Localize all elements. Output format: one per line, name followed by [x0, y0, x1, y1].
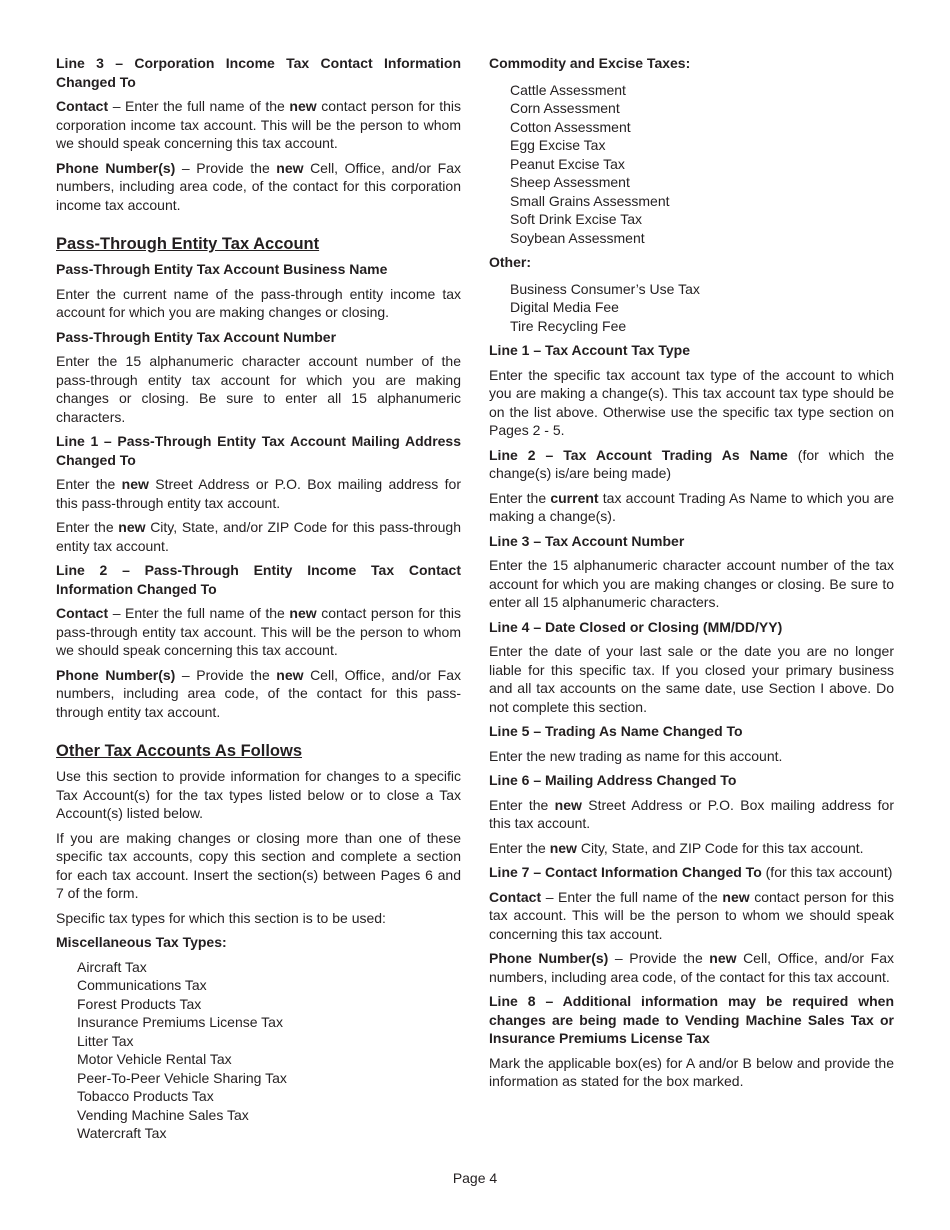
right-column [489, 54, 894, 1097]
list-item: Soft Drink Excise Tax [510, 211, 643, 227]
pte-line2-phone-text: Phone Number(s) – Provide the new Cell, Office, and/or Fax numbers, including area code, of the contact for this pass-through entity tax account. [56, 666, 461, 720]
line2-trading-as-heading: Line 2 – Tax Account Trading As Name (for which the change(s) is/are being made) [489, 446, 894, 481]
line3-contact-text: Contact – Enter the full name of the new contact person for this corporation income tax account. This will be the person to whom we should speak concerning this tax account. [56, 98, 461, 151]
list-item: Insurance Premiums License Tax [77, 1014, 283, 1030]
other-accounts-intro: Use this section to provide information for changes to a specific Tax Account(s) for the tax types listed below or to close a Tax Account(s) listed below. [56, 768, 461, 821]
other-tax-types-heading: Other: [489, 254, 531, 270]
pte-business-name-heading: Pass-Through Entity Tax Account Business Name [56, 261, 388, 277]
line3-phone-text: Phone Number(s) – Provide the new Cell, Office, and/or Fax numbers, including area code, of the contact for this corporation income tax account. [56, 159, 461, 213]
line2-trading-as-text: Enter the current tax account Trading As Name to which you are making a change(s). [489, 489, 895, 524]
line6-street-text: Enter the new Street Address or P.O. Box mailing address for this tax account. [489, 796, 895, 831]
list-item: Soybean Assessment [510, 229, 645, 246]
line8-additional-info-heading: Line 8 – Additional information may be required when changes are being made to Vending Machine Sales Tax or Insurance Premiums License Tax [489, 993, 894, 1046]
line8-additional-info-text: Mark the applicable box(es) for A and/or B below and provide the information as stated for the box marked. [489, 1054, 894, 1089]
pte-line1-city-text: Enter the new City, State, and/or ZIP Code for this pass-through entity tax account. [56, 519, 461, 554]
list-item: Litter Tax [77, 1032, 134, 1049]
list-item: Aircraft Tax [77, 958, 147, 975]
line6-mailing-address-heading: Line 6 – Mailing Address Changed To [489, 772, 737, 788]
list-item: Business Consumer’s Use Tax [510, 280, 700, 297]
list-item: Cotton Assessment [510, 118, 631, 135]
line5-trading-name-heading: Line 5 – Trading As Name Changed To [489, 723, 743, 739]
line3-corp-heading: Line 3 – Corporation Income Tax Contact Information Changed To [56, 55, 461, 90]
list-item: Small Grains Assessment [510, 192, 670, 209]
pte-account-number-heading: Pass-Through Entity Tax Account Number [56, 328, 337, 345]
pte-line2-contact-text: Contact – Enter the full name of the new contact person for this pass-through entity tax account. This will be the person to whom we should speak concerning this tax account. [56, 605, 461, 658]
misc-tax-types-heading: Miscellaneous Tax Types: [56, 934, 227, 950]
left-column [56, 54, 461, 1149]
commodity-excise-list [510, 81, 894, 248]
list-item: Tire Recycling Fee [510, 317, 627, 334]
other-tax-types-list [510, 280, 894, 336]
pte-line1-heading: Line 1 – Pass-Through Entity Tax Account Mailing Address Changed To [56, 433, 461, 468]
page-number: Page 4 [452, 1170, 498, 1186]
pte-section-title: Pass-Through Entity Tax Account [56, 235, 320, 253]
pte-line2-heading: Line 2 – Pass-Through Entity Income Tax Contact Information Changed To [56, 562, 461, 597]
list-item: Watercraft Tax [77, 1125, 167, 1141]
misc-tax-types-list [77, 958, 461, 1143]
list-item: Peer-To-Peer Vehicle Sharing Tax [77, 1069, 287, 1086]
list-item: Digital Media Fee [510, 299, 619, 315]
other-accounts-section-title: Other Tax Accounts As Follows [56, 742, 303, 760]
line4-date-closed-text: Enter the date of your last sale or the date you are no longer liable for this specific tax. If you closed your primary business and all tax accounts on the same date, use Section I above. Do not complete this section. [489, 643, 894, 715]
line1-tax-type-heading: Line 1 – Tax Account Tax Type [489, 342, 690, 358]
list-item: Corn Assessment [510, 100, 620, 116]
list-item: Egg Excise Tax [510, 137, 606, 153]
pte-line1-street-text: Enter the new Street Address or P.O. Box mailing address for this pass-through entity tax account. [56, 476, 462, 511]
list-item: Sheep Assessment [510, 174, 630, 190]
list-item: Forest Products Tax [77, 995, 202, 1012]
list-item: Peanut Excise Tax [510, 155, 625, 172]
list-item: Communications Tax [77, 977, 207, 993]
line3-account-number-text: Enter the 15 alphanumeric character account number of the tax account for which you are making changes or closing. Be sure to enter all 15 alphanumeric characters. [489, 557, 894, 610]
line7-contact-heading: Line 7 – Contact Information Changed To (for this tax account) [489, 864, 893, 880]
line5-trading-name-text: Enter the new trading as name for this account. [489, 747, 783, 764]
list-item: Vending Machine Sales Tax [77, 1106, 249, 1123]
commodity-excise-heading: Commodity and Excise Taxes: [489, 55, 691, 71]
list-item: Motor Vehicle Rental Tax [77, 1051, 232, 1067]
line7-contact-text: Contact – Enter the full name of the new contact person for this tax account. This will be the person to whom we should speak concerning this tax account. [489, 888, 894, 942]
pte-business-name-text: Enter the current name of the pass-through entity income tax account for which you are making changes or closing. [56, 285, 461, 320]
line6-city-text: Enter the new City, State, and ZIP Code for this tax account. [489, 839, 864, 856]
line1-tax-type-text: Enter the specific tax account tax type of the account to which you are making a change(s). This tax account tax type should be on the list above. Otherwise use the specific tax type section on Pages 2 - 5. [489, 366, 894, 438]
line3-account-number-heading: Line 3 – Tax Account Number [489, 532, 685, 549]
line7-phone-text: Phone Number(s) – Provide the new Cell, Office, and/or Fax numbers, including area code, of the contact for this tax account. [489, 950, 894, 985]
other-accounts-tax-types-intro: Specific tax types for which this section is to be used: [56, 909, 386, 926]
pte-account-number-text: Enter the 15 alphanumeric character account number of the pass-through entity tax account for which you are making changes or closing. Be sure to enter all 15 alphanumeric characters. [56, 353, 461, 425]
line4-date-closed-heading: Line 4 – Date Closed or Closing (MM/DD/YY) [489, 618, 783, 635]
list-item: Tobacco Products Tax [77, 1088, 214, 1104]
list-item: Cattle Assessment [510, 81, 626, 98]
other-accounts-copy-note: If you are making changes or closing more than one of these specific tax accounts, copy this section and complete a section for each tax account. Insert the section(s) between Pages 6 and 7 of the form. [56, 829, 461, 901]
